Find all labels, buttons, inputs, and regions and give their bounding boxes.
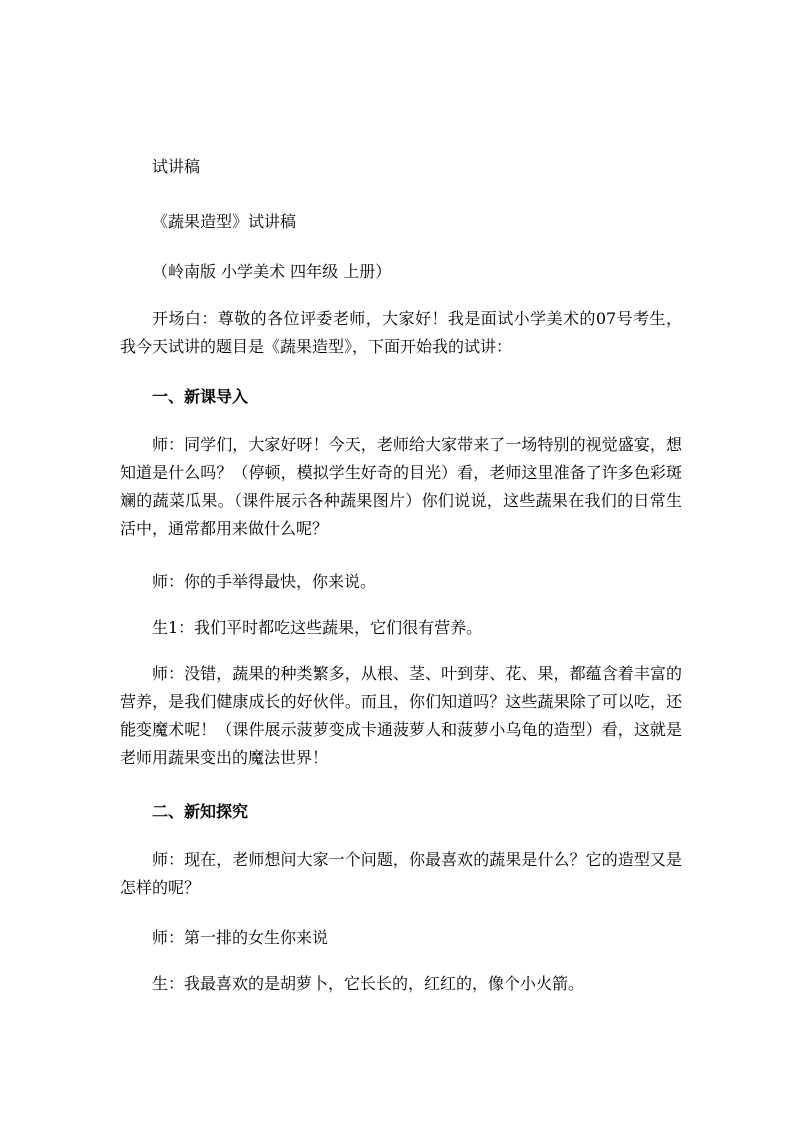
doc-label: 试讲稿 xyxy=(152,157,201,176)
intro-paragraph-4: 师：没错，蔬果的种类繁多，从根、茎、叶到芽、花、果，都蕴含着丰富的营养，是我们健康成长的好伙伴。而且，你们知道吗？这些蔬果除了可以吃，还能变魔术呢！（课件展示菠萝变成卡通菠萝人和菠萝小乌龟的造型）看，这就是老师用蔬果变出的魔法世界！ xyxy=(120,664,682,767)
intro-paragraph-1: 师：同学们，大家好呀！今天，老师给大家带来了一场特别的视觉盛宴，想知道是什么吗？（停顿，模拟学生好奇的目光）看，老师这里准备了许多色彩斑斓的蔬菜瓜果。（课件展示各种蔬果图片）你们说说，这些蔬果在我们的日常生活中，通常都用来做什么呢？ xyxy=(120,435,682,538)
section-heading-explore: 二、新知探究 xyxy=(152,802,249,821)
explore-paragraph-2: 师：第一排的女生你来说 xyxy=(152,928,329,947)
explore-paragraph-1: 师：现在，老师想问大家一个问题，你最喜欢的蔬果是什么？它的造型又是怎样的呢？ xyxy=(120,850,682,897)
intro-paragraph-3: 生1：我们平时都吃这些蔬果，它们很有营养。 xyxy=(152,618,483,637)
edition-info: （岭南版 小学美术 四年级 上册） xyxy=(152,262,392,281)
section-heading-intro: 一、新课导入 xyxy=(152,387,249,406)
intro-paragraph-2: 师：你的手举得最快，你来说。 xyxy=(152,572,377,591)
explore-paragraph-3: 生：我最喜欢的是胡萝卜，它长长的，红红的，像个小火箭。 xyxy=(152,974,585,993)
doc-title: 《蔬果造型》试讲稿 xyxy=(152,212,297,231)
opening-paragraph: 开场白：尊敬的各位评委老师，大家好！我是面试小学美术的07号考生，我今天试讲的题目是《蔬果造型》，下面开始我的试讲： xyxy=(120,309,682,356)
